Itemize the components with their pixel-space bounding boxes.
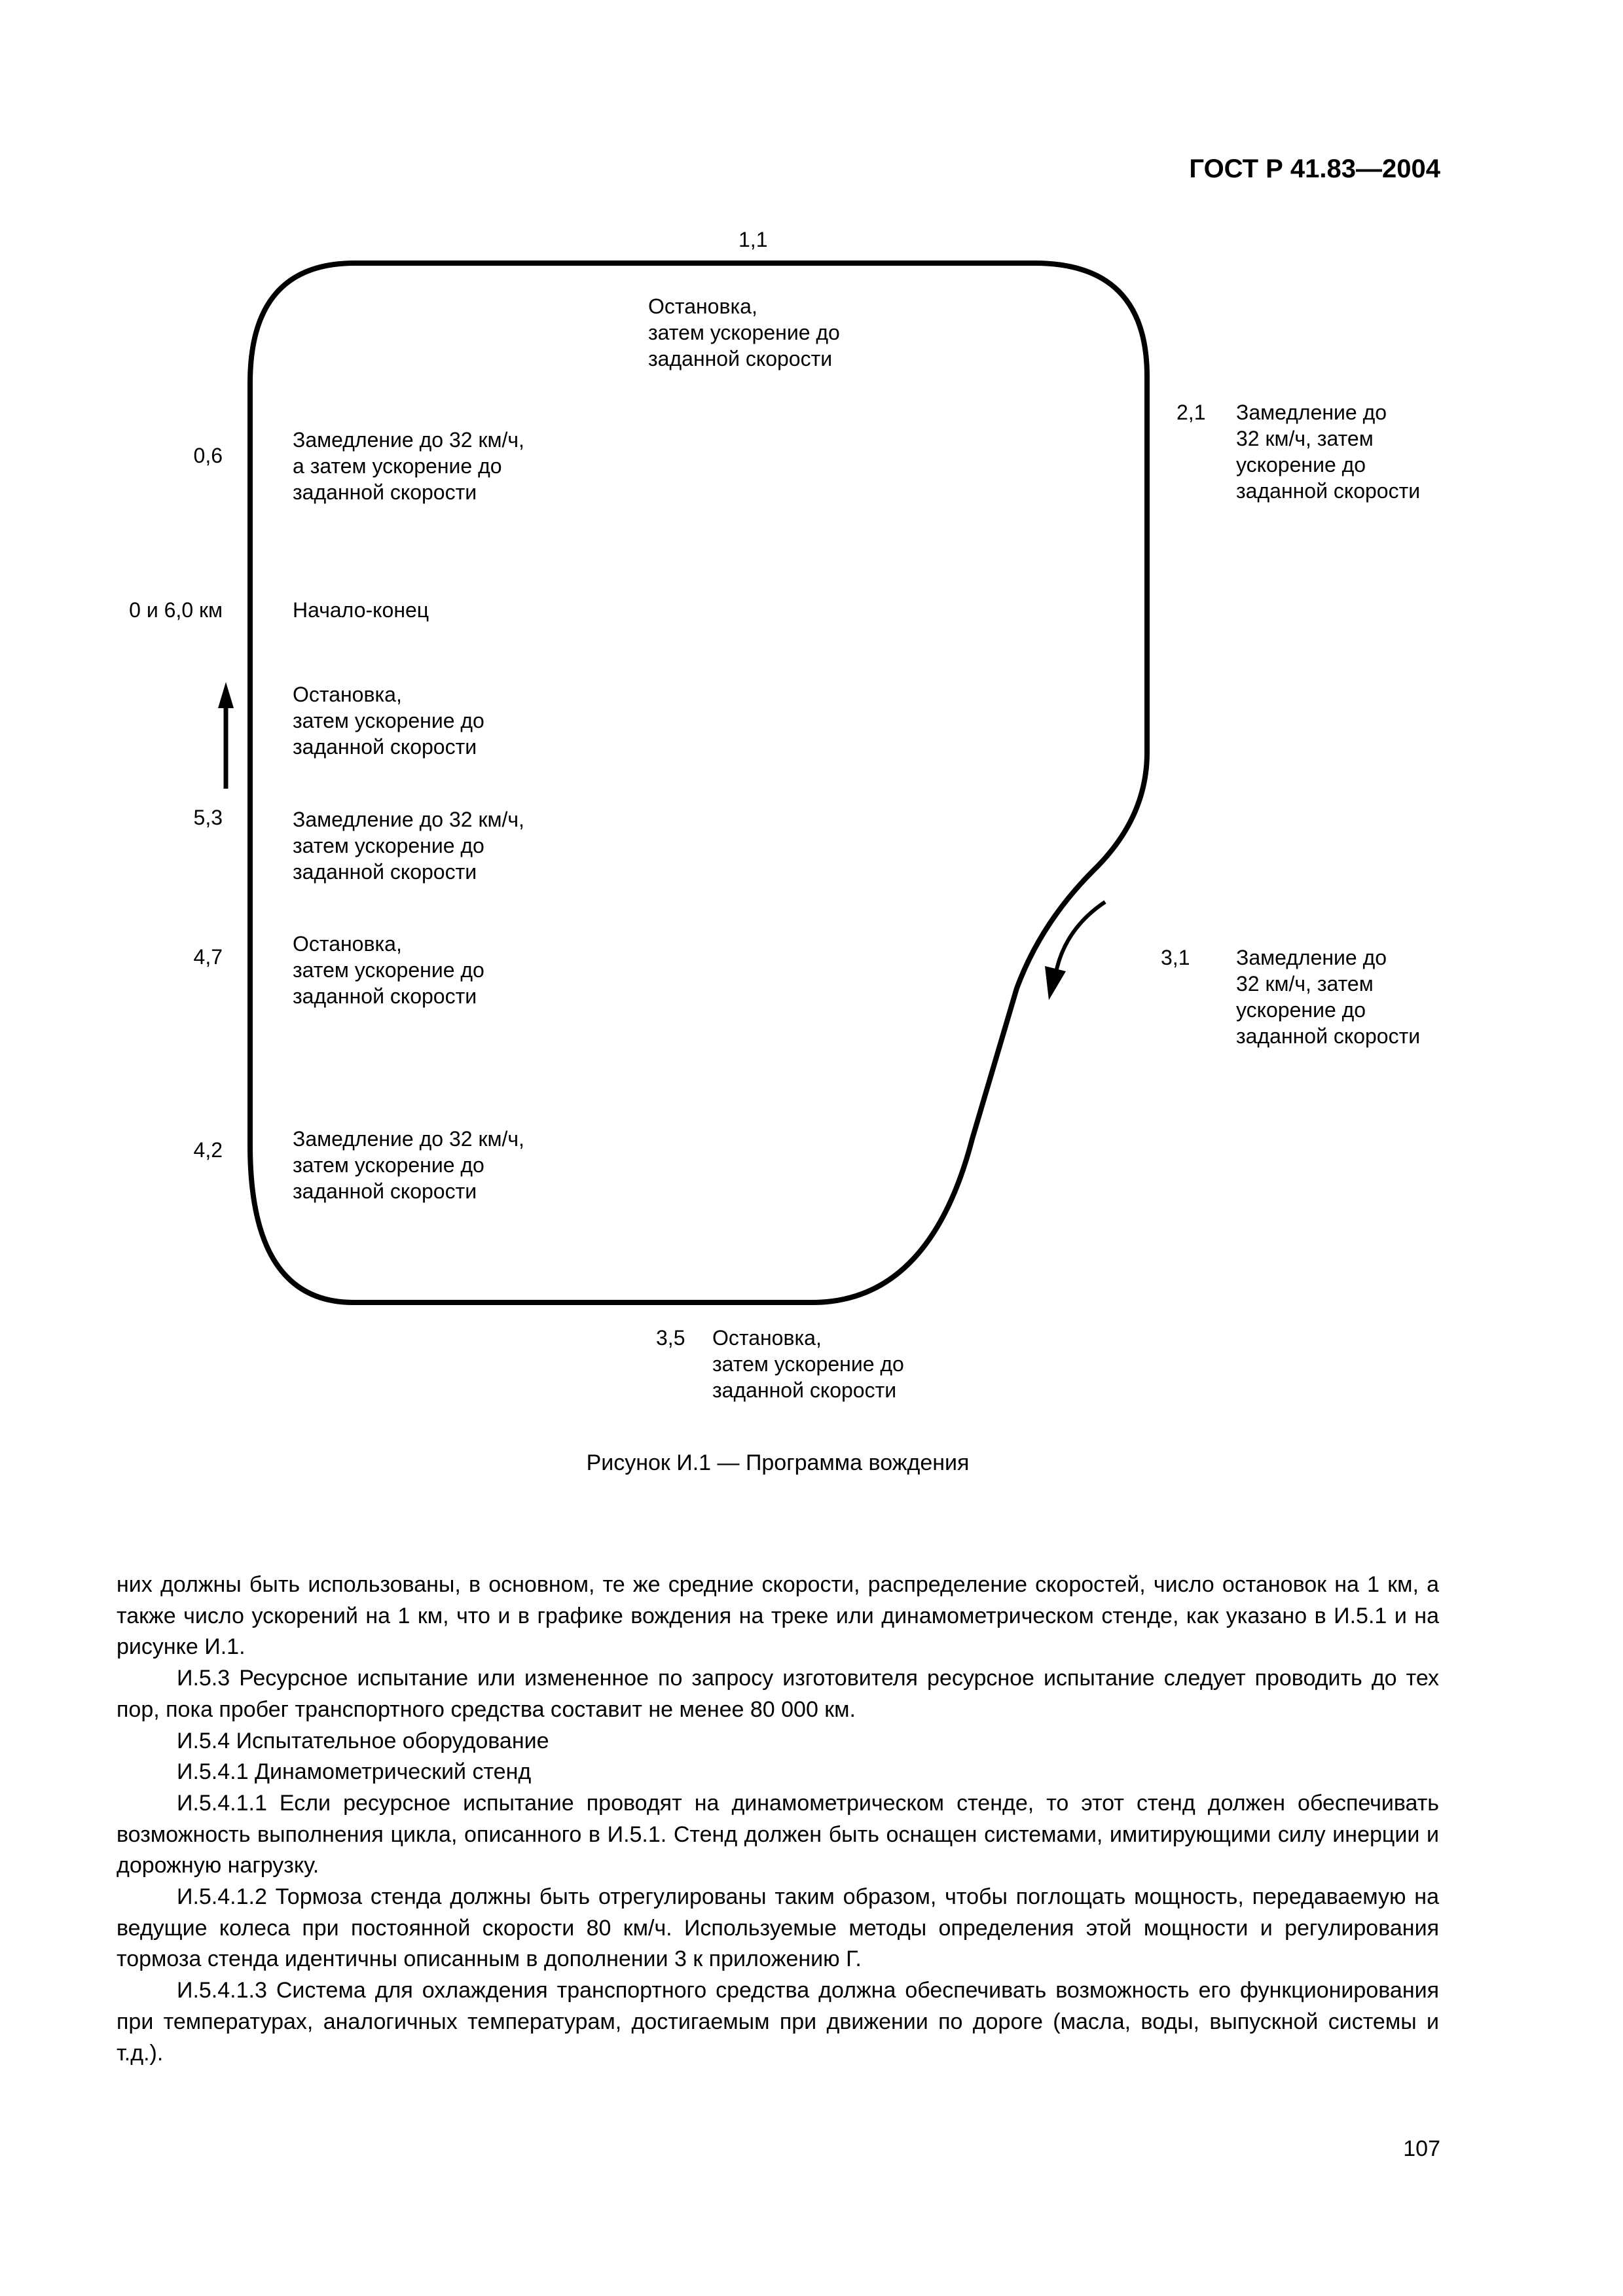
marker-0-6: 0,6	[193, 444, 223, 467]
label-stop-1: Остановка, затем ускорение до заданной скорости	[293, 683, 484, 759]
label-right-upper: Замедление до 32 км/ч, затем ускорение до заданной скорости	[1236, 401, 1421, 503]
direction-arrow-up	[218, 682, 234, 789]
marker-4-2: 4,2	[193, 1138, 223, 1162]
marker-5-3: 5,3	[193, 806, 223, 829]
document-header: ГОСТ Р 41.83—2004	[1189, 154, 1440, 183]
paragraph: И.5.4.1.1 Если ресурсное испытание проводят на динамометрическом стенде, то этот стенд должен обеспечивать возможность выполнения цикла, описанного в И.5.1. Стенд должен быть оснащен системами, имитирующими силу инерции и дорожную нагрузку.	[117, 1790, 1439, 1878]
marker-start-end: 0 и 6,0 км	[129, 598, 223, 622]
paragraph: них должны быть использованы, в основном, те же средние скорости, распределение скоростей, число остановок на 1 км, а также число ускорений на 1 км, что и в графике вождения на треке или динамометрическом стенде, как указано в И.5.1 и на рисунке И.1.	[117, 1572, 1439, 1660]
marker-bottom: 3,5	[656, 1326, 685, 1350]
body-text	[117, 1570, 1439, 2069]
label-right-lower: Замедление до 32 км/ч, затем ускорение до заданной скорости	[1236, 946, 1421, 1048]
label-top: Остановка, затем ускорение до заданной скорости	[648, 295, 840, 370]
label-4-7: Остановка, затем ускорение до заданной скорости	[293, 932, 484, 1008]
label-5-3: Замедление до 32 км/ч, затем ускорение до заданной скорости	[293, 808, 524, 884]
label-4-2: Замедление до 32 км/ч, затем ускорение до заданной скорости	[293, 1127, 524, 1203]
figure-caption: Рисунок И.1 — Программа вождения	[586, 1450, 970, 1475]
page-number: 107	[1403, 2136, 1440, 2161]
paragraph: И.5.4.1.2 Тормоза стенда должны быть отрегулированы таким образом, чтобы поглощать мощность, передаваемую на ведущие колеса при постоянной скорости 80 км/ч. Используемые методы определения этой мощности и регулирования тормоза стенда идентичны описанным в дополнении 3 к приложению Г.	[117, 1884, 1439, 1972]
label-bottom: Остановка, затем ускорение до заданной скорости	[712, 1326, 904, 1402]
marker-right-lower: 3,1	[1161, 946, 1190, 969]
marker-4-7: 4,7	[193, 945, 223, 969]
paragraph: И.5.4.1.3 Система для охлаждения транспортного средства должна обеспечивать возможность его функционирования при температурах, аналогичных температурам, достигаемым при движении по дороге (масла, воды, выпускной системы и т.д.).	[117, 1978, 1439, 2066]
label-start-end: Начало-конец	[293, 598, 429, 622]
paragraph: И.5.4.1 Динамометрический стенд	[177, 1759, 532, 1785]
label-0-6: Замедление до 32 км/ч, а затем ускорение до заданной скорости	[293, 428, 524, 504]
marker-right-upper: 2,1	[1176, 401, 1206, 424]
paragraph: И.5.3 Ресурсное испытание или измененное по запросу изготовителя ресурсное испытание следует проводить до тех пор, пока пробег транспортного средства составит не менее 80 000 км.	[117, 1666, 1439, 1722]
marker-top: 1,1	[739, 228, 768, 251]
paragraph: И.5.4 Испытательное оборудование	[177, 1728, 549, 1753]
